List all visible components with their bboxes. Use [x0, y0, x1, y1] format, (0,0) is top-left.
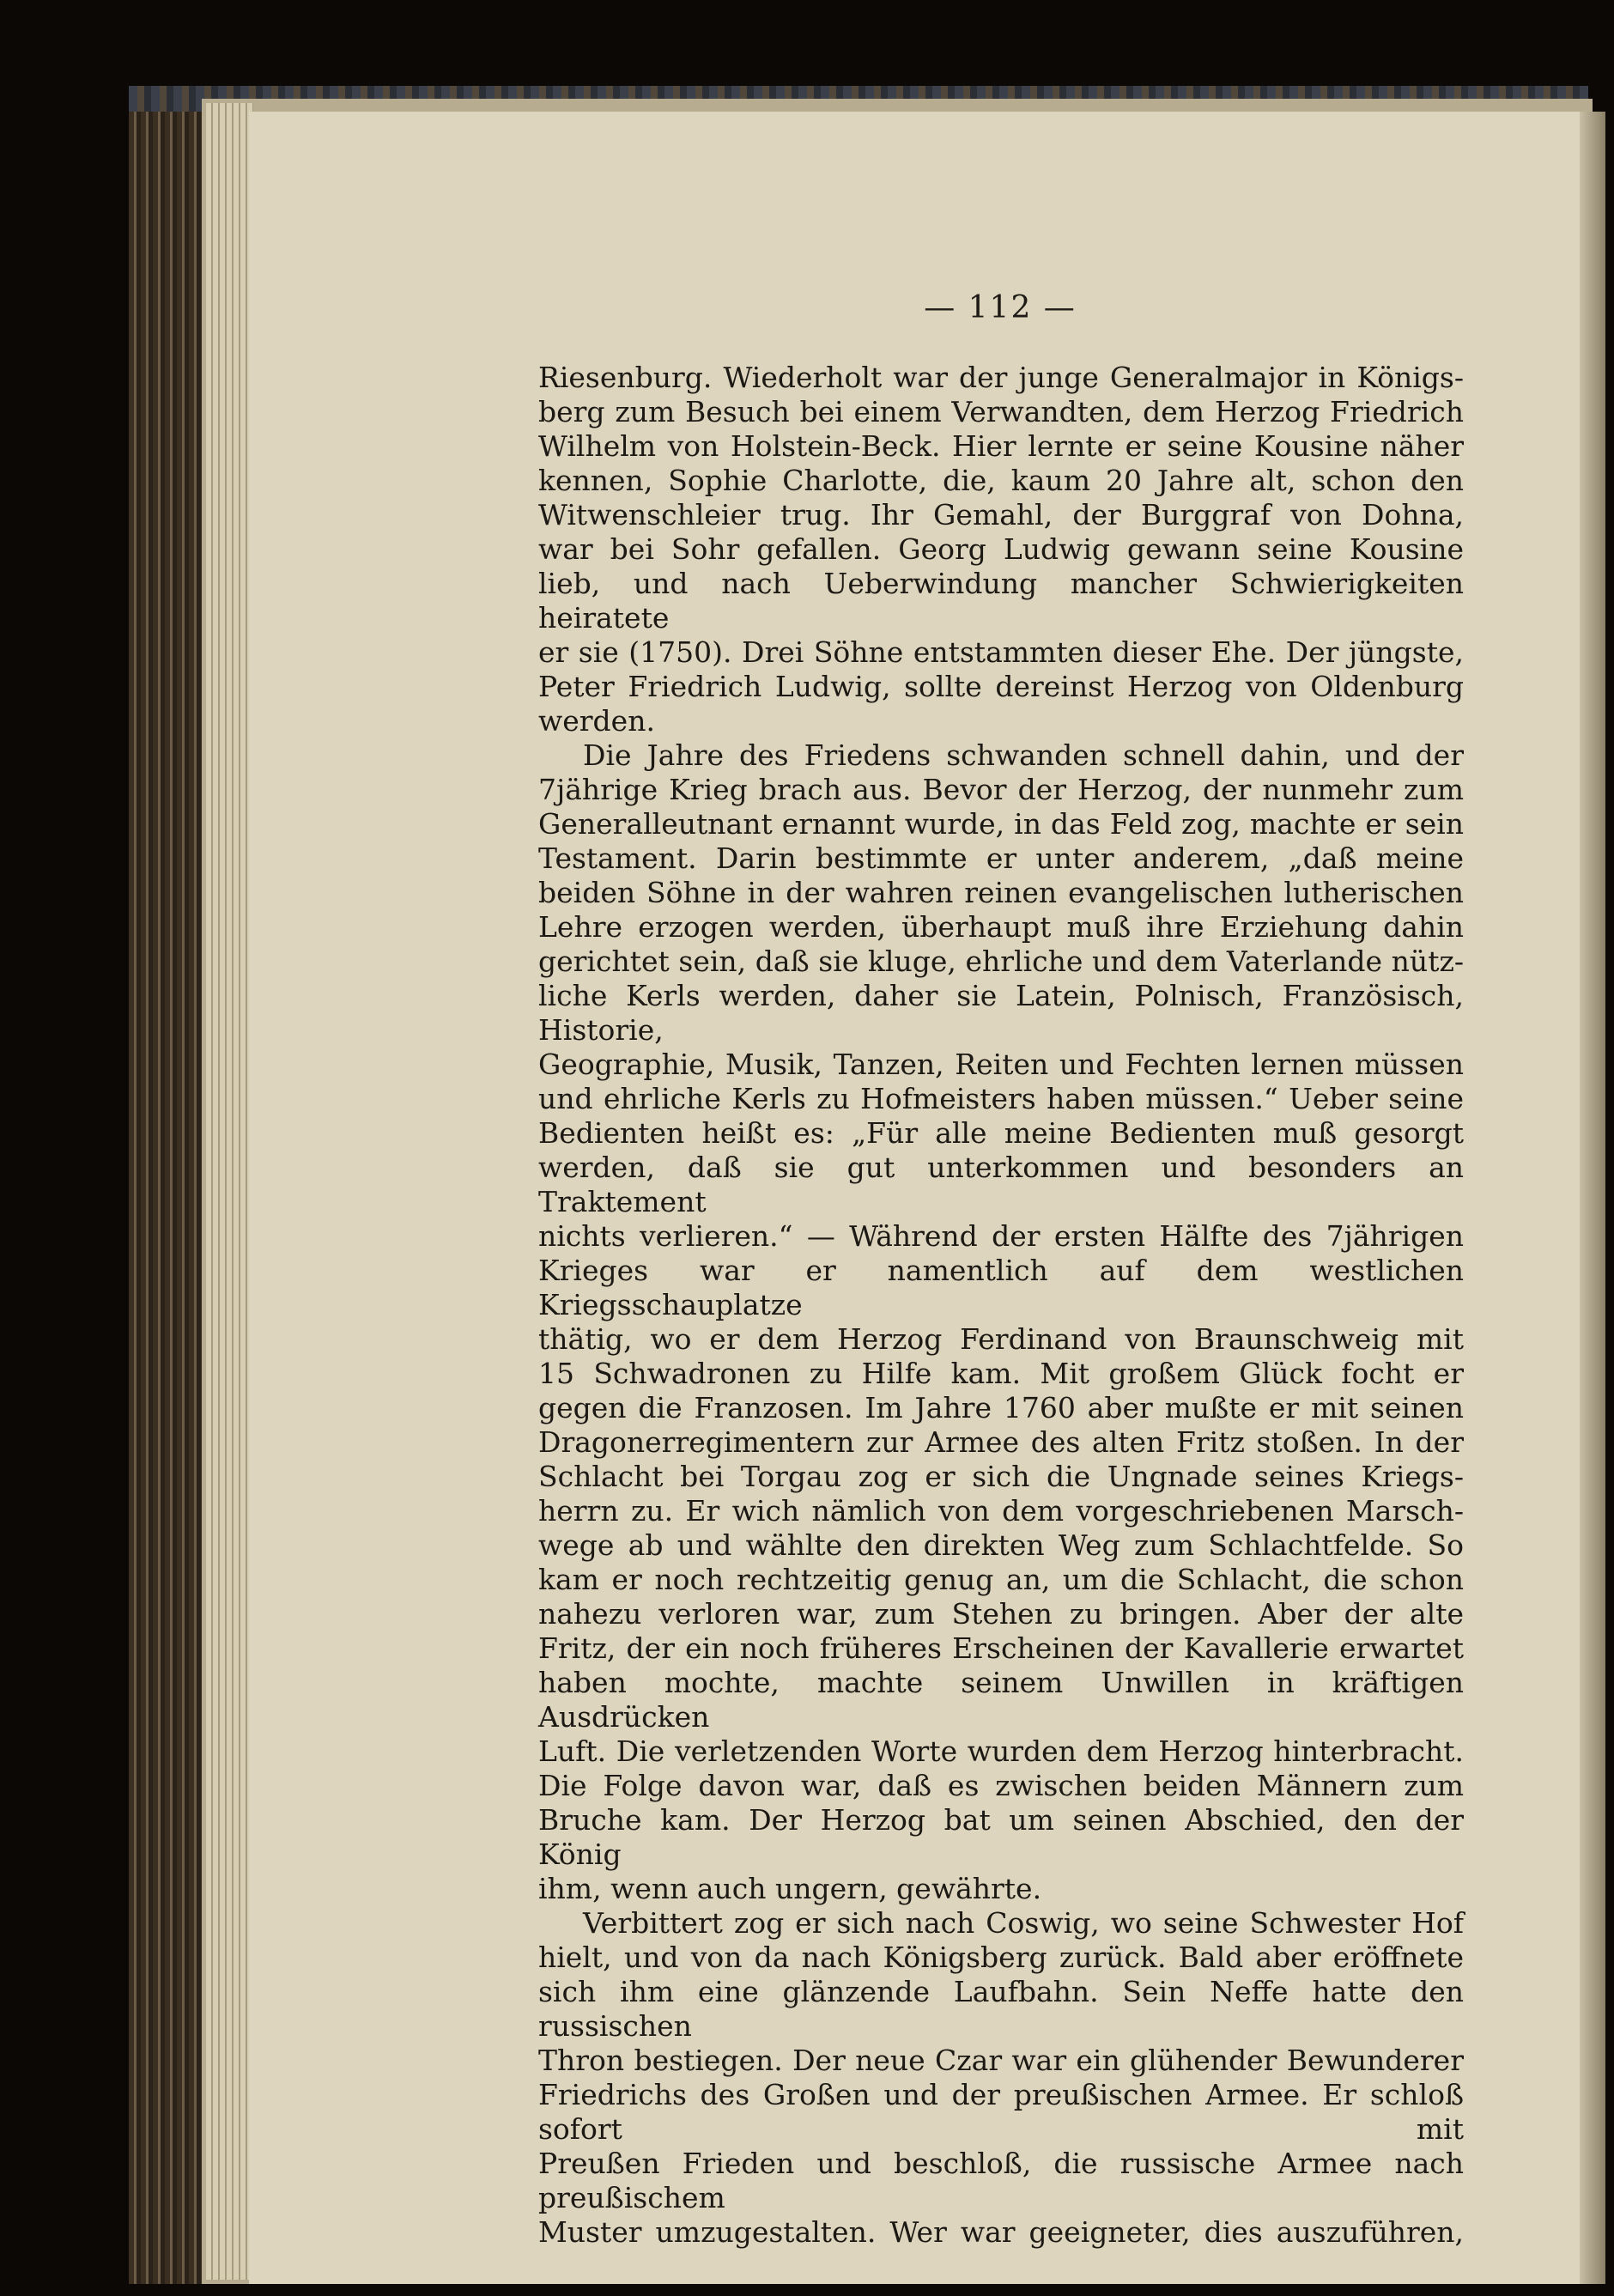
text-line: werden, daß sie gut unterkommen und besonders an Traktement: [538, 1151, 1464, 1218]
text-line: wege ab und wählte den direkten Weg zum Schlachtfelde. So: [538, 1528, 1464, 1562]
text-line: Wilhelm von Holstein-Beck. Hier lernte er seine Kousine näher: [538, 429, 1464, 463]
text-line: war bei Sohr gefallen. Georg Ludwig gewann seine Kousine: [538, 532, 1464, 566]
text-line: beiden Söhne in der wahren reinen evangelischen lutherischen: [538, 876, 1464, 909]
text-line: Preußen Frieden und beschloß, die russische Armee nach preußischem: [538, 2147, 1464, 2214]
text-line: Thron bestiegen. Der neue Czar war ein glühender Bewunderer: [538, 2044, 1464, 2077]
text-line: er sie (1750). Drei Söhne entstammten dieser Ehe. Der jüngste,: [538, 635, 1464, 669]
text-line: kam er noch rechtzeitig genug an, um die Schlacht, die schon: [538, 1563, 1464, 1596]
text-line: Bruche kam. Der Herzog bat um seinen Abschied, den der König: [538, 1803, 1464, 1871]
text-line: Bedienten heißt es: „Für alle meine Bedienten muß gesorgt: [538, 1116, 1464, 1150]
text-line: hielt, und von da nach Königsberg zurück. Bald aber eröffnete: [538, 1941, 1464, 1974]
text-line: Fritz, der ein noch früheres Erscheinen der Kavallerie erwartet: [538, 1631, 1464, 1665]
text-line: lieb, und nach Ueberwindung mancher Schwierigkeiten heiratete: [538, 567, 1464, 635]
text-line: Dragonerregimentern zur Armee des alten Fritz stoßen. In der: [538, 1425, 1464, 1459]
text-line: nichts verlieren.“ — Während der ersten Hälfte des 7jährigen: [538, 1219, 1464, 1253]
text-line: haben mochte, machte seinem Unwillen in kräftigen Ausdrücken: [538, 1666, 1464, 1734]
text-line: Testament. Darin bestimmte er unter anderem, „daß meine: [538, 841, 1464, 875]
text-line: Schlacht bei Torgau zog er sich die Ungnade seines Kriegs-: [538, 1460, 1464, 1493]
book-binding: [129, 86, 202, 2284]
text-line: liche Kerls werden, daher sie Latein, Polnisch, Französisch, Historie,: [538, 979, 1464, 1047]
page-fold: [1580, 112, 1605, 2284]
text-line: sich ihm eine glänzende Laufbahn. Sein Neffe hatte den russischen: [538, 1975, 1464, 2043]
text-line: Riesenburg. Wiederholt war der junge Generalmajor in Königs-: [538, 361, 1464, 394]
text-line: gerichtet sein, daß sie kluge, ehrliche und dem Vaterlande nütz-: [538, 945, 1464, 978]
text-line: nahezu verloren war, zum Stehen zu bringen. Aber der alte: [538, 1597, 1464, 1631]
text-line: ihm, wenn auch ungern, gewährte.: [538, 1872, 1042, 1905]
text-line: Witwenschleier trug. Ihr Gemahl, der Burggraf von Dohna,: [538, 498, 1464, 531]
page-number: — 112 —: [924, 290, 1077, 325]
text-line: Muster umzugestalten. Wer war geeigneter, dies auszuführen,: [538, 2215, 1464, 2249]
text-line: 15 Schwadronen zu Hilfe kam. Mit großem Glück focht er: [538, 1357, 1464, 1390]
text-line: Die Folge davon war, daß es zwischen beiden Männern zum: [538, 1769, 1464, 1802]
text-line: Friedrichs des Großen und der preußischen Armee. Er schloß sofort mit: [538, 2078, 1464, 2146]
text-line: Luft. Die verletzenden Worte wurden dem Herzog hinterbracht.: [538, 1734, 1464, 1768]
text-line: und ehrliche Kerls zu Hofmeisters haben müssen.“ Ueber seine: [538, 1082, 1464, 1115]
text-line: Die Jahre des Friedens schwanden schnell dahin, und der: [583, 738, 1464, 772]
text-line: berg zum Besuch bei einem Verwandten, dem Herzog Friedrich: [538, 395, 1464, 428]
page-edges: [206, 103, 253, 2280]
text-line: Lehre erzogen werden, überhaupt muß ihre Erziehung dahin: [538, 910, 1464, 944]
text-line: 7jährige Krieg brach aus. Bevor der Herzog, der nunmehr zum: [538, 773, 1464, 806]
text-line: Generalleutnant ernannt wurde, in das Feld zog, machte er sein: [538, 807, 1464, 841]
text-line: Verbittert zog er sich nach Coswig, wo seine Schwester Hof: [583, 1906, 1464, 1940]
text-line: gegen die Franzosen. Im Jahre 1760 aber mußte er mit seinen: [538, 1391, 1464, 1424]
body-text: [538, 361, 1464, 2250]
text-line: kennen, Sophie Charlotte, die, kaum 20 Jahre alt, schon den: [538, 464, 1464, 497]
text-line: Geographie, Musik, Tanzen, Reiten und Fechten lernen müssen: [538, 1048, 1464, 1081]
text-line: Krieges war er namentlich auf dem westlichen Kriegsschauplatze: [538, 1254, 1464, 1321]
text-line: Peter Friedrich Ludwig, sollte dereinst Herzog von Oldenburg werden.: [538, 670, 1464, 738]
text-line: herrn zu. Er wich nämlich von dem vorgeschriebenen Marsch-: [538, 1494, 1464, 1528]
text-line: thätig, wo er dem Herzog Ferdinand von Braunschweig mit: [538, 1322, 1464, 1356]
